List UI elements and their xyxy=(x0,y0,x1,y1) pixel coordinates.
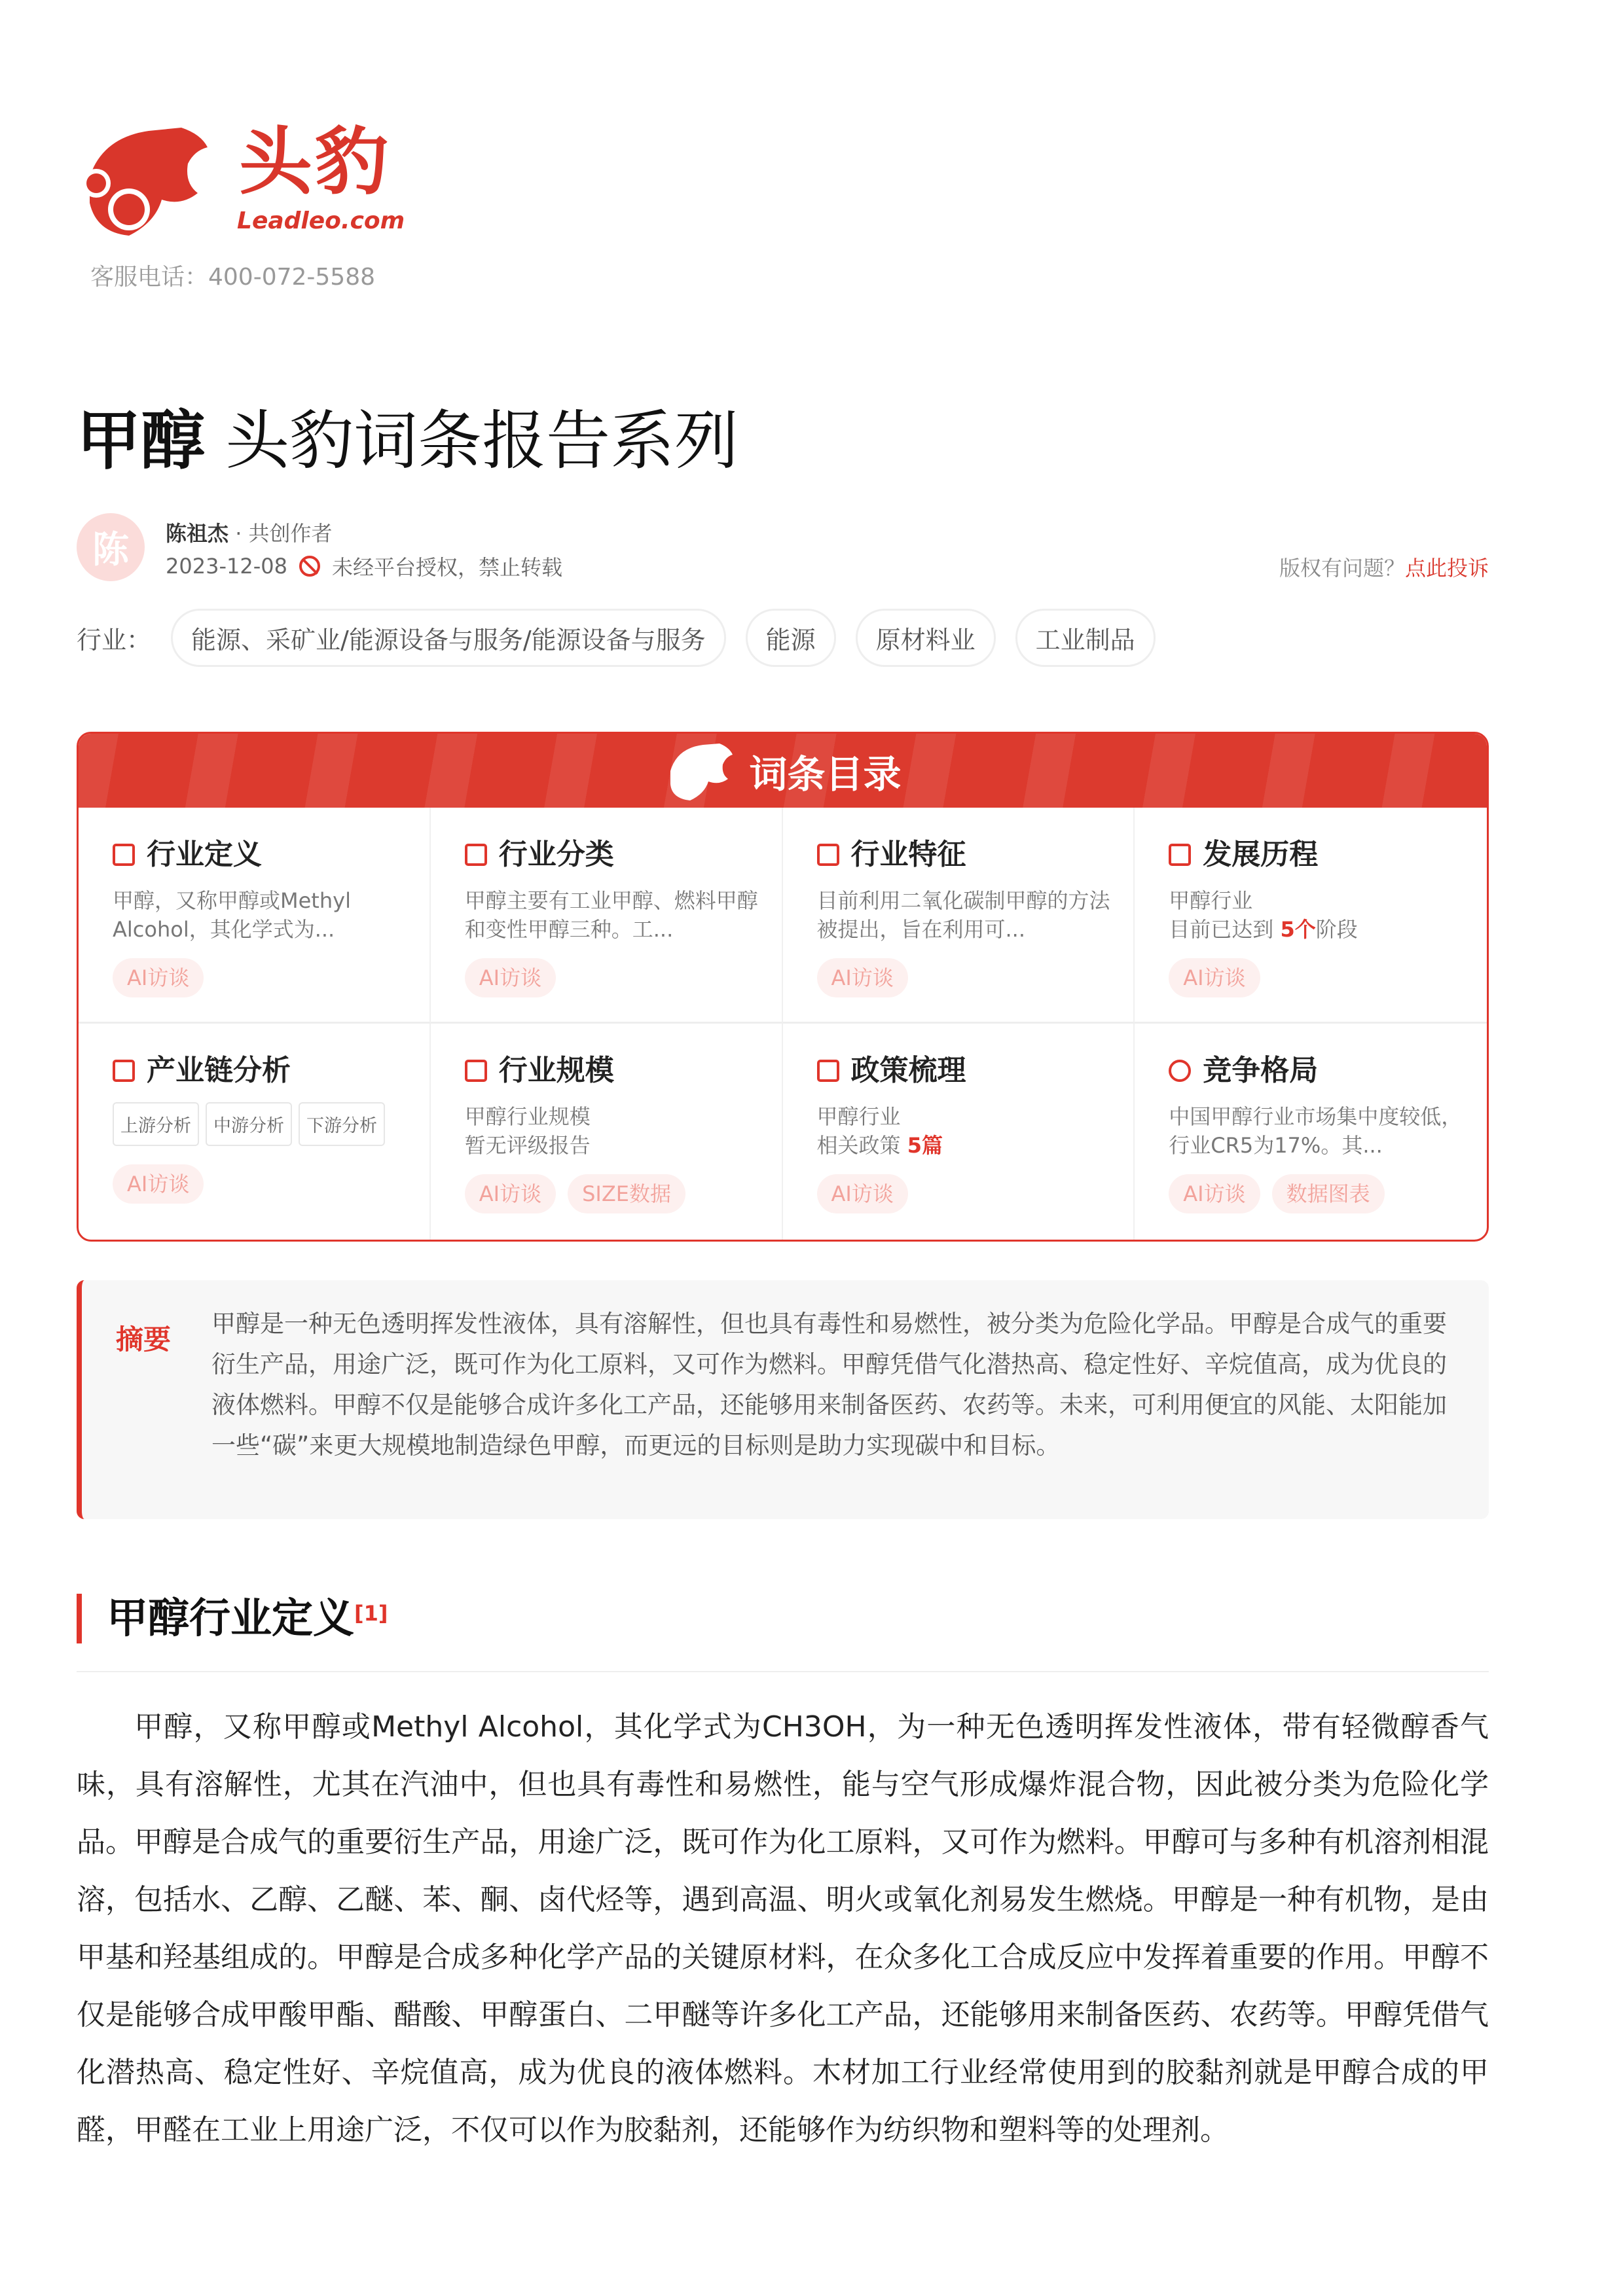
desc-line: 暂无评级报告 xyxy=(464,1133,591,1158)
title-series: 头豹词条报告系列 xyxy=(225,404,739,478)
document-icon xyxy=(817,1060,839,1082)
author-name[interactable]: 陈祖杰 xyxy=(166,521,229,546)
divider xyxy=(77,1671,1489,1672)
leopard-icon xyxy=(664,738,736,804)
avatar: 陈 xyxy=(77,513,145,581)
item-desc xyxy=(465,1102,759,1160)
item-desc: 甲醇主要有工业甲醇、燃料甲醇和变性甲醇三种。工... xyxy=(464,888,758,942)
complaint-link[interactable]: 点此投诉 xyxy=(1404,556,1489,581)
publish-date: 2023-12-08 xyxy=(166,554,287,579)
industry-tag[interactable]: 能源 xyxy=(746,609,836,667)
summary-text: 甲醇是一种无色透明挥发性液体，具有溶解性，但也具有毒性和易燃性，被分类为危险化学品。甲醇是合成气的重要衍生产品，用途广泛，既可作为化工原料，又可作为燃料。甲醇凭借气化潜热高、稳定性好、辛烷值高，成为优良的液体燃料。甲醇不仅是能够合成许多化工产品，还能够用来制备医药、农药等。未来，可利用便宜的风能、太阳能加一些“碳”来更大规模地制造绿色甲醇，而更远的目标则是助力实现碳中和目标。 xyxy=(211,1310,1447,1460)
catalog-item-policy[interactable] xyxy=(783,1024,1135,1240)
downstream-button[interactable]: 下游分析 xyxy=(299,1102,385,1146)
data-chart-button[interactable]: 数据图表 xyxy=(1272,1174,1385,1213)
desc-line: 甲醇行业 xyxy=(816,1104,901,1129)
forbidden-icon xyxy=(299,556,320,577)
summary-label: 摘要 xyxy=(116,1323,172,1355)
catalog-item-competition[interactable] xyxy=(1135,1024,1487,1240)
industry-tag[interactable]: 工业制品 xyxy=(1015,609,1156,667)
section-body: 甲醇，又称甲醇或Methyl Alcohol，其化学式为CH3OH，为一种无色透明挥发性液体，带有轻微醇香气味，具有溶解性，尤其在汽油中，但也具有毒性和易燃性，能与空气形成爆炸混合物，因此被分类为危险化学品。甲醇是合成气的重要衍生产品，用途广泛，既可作为化工原料，又可作为燃料。甲醇可与多种有机溶剂相混溶，包括水、乙醇、乙醚、苯、酮、卤代烃等，遇到高温、明火或氧化剂易发生燃烧。甲醇是一种有机物，是由甲基和羟基组成的。甲醇是合成多种化学产品的关键原材料，在众多化工合成反应中发挥着重要的作用。甲醇不仅是能够合成甲酸甲酯、醋酸、甲醇蛋白、二甲醚等许多化工产品，还能够用来制备医药、农药等。甲醇凭借气化潜热高、稳定性好、辛烷值高，成为优良的液体燃料。木材加工行业经常使用到的胶黏剂就是甲醇合成的甲醛，甲醛在工业上用途广泛，不仅可以作为胶黏剂，还能够作为纺织物和塑料等的处理剂。 xyxy=(77,1710,1489,2147)
industry-label: 行业： xyxy=(77,626,152,655)
desc-line: 甲醇行业 xyxy=(1169,888,1253,913)
midstream-button[interactable]: 中游分析 xyxy=(206,1102,292,1146)
reference-link[interactable]: [1] xyxy=(354,1601,388,1626)
desc-line: 阶段 xyxy=(1315,917,1358,942)
catalog-item-chain[interactable] xyxy=(79,1024,431,1240)
bar-chart-icon xyxy=(465,1060,487,1082)
desc-line: 目前已达到 xyxy=(1169,917,1281,942)
industry-tag[interactable]: 能源、采矿业/能源设备与服务/能源设备与服务 xyxy=(171,609,726,667)
repost-notice: 未经平台授权，禁止转载 xyxy=(331,555,562,580)
item-desc: 甲醇，又称甲醇或Methyl Alcohol，其化学式为... xyxy=(113,888,351,942)
catalog-item-scale[interactable] xyxy=(431,1024,783,1240)
feature-icon xyxy=(817,844,839,866)
ai-interview-button[interactable]: AI访谈 xyxy=(465,958,556,997)
timeline-icon xyxy=(1169,844,1191,866)
section-title: 甲醇行业定义 xyxy=(107,1594,354,1642)
catalog-panel xyxy=(77,732,1489,1242)
scan-search-icon xyxy=(113,844,135,866)
item-title: 竞争格局 xyxy=(1203,1054,1319,1087)
item-desc xyxy=(817,1102,1112,1160)
desc-line: 甲醇行业规模 xyxy=(464,1104,591,1129)
policy-count: 5篇 xyxy=(907,1133,943,1158)
meta-row xyxy=(166,551,562,581)
author-role: · 共创作者 xyxy=(235,521,333,546)
title-keyword: 甲醇 xyxy=(77,404,206,478)
chain-icon xyxy=(113,1060,135,1082)
ai-interview-button[interactable]: AI访谈 xyxy=(465,1174,556,1213)
item-title: 政策梳理 xyxy=(850,1054,966,1087)
item-title: 行业分类 xyxy=(498,838,614,871)
catalog-item-definition[interactable] xyxy=(79,808,431,1024)
industry-tag[interactable]: 原材料业 xyxy=(856,609,996,667)
author-line xyxy=(166,517,333,547)
item-title: 行业规模 xyxy=(498,1054,614,1087)
service-phone: 客服电话：400-072-5588 xyxy=(90,264,376,291)
catalog-item-classification[interactable] xyxy=(431,808,783,1024)
item-title: 产业链分析 xyxy=(147,1054,291,1087)
ai-interview-button[interactable]: AI访谈 xyxy=(817,958,908,997)
pie-chart-icon xyxy=(1169,1060,1191,1082)
upstream-button[interactable]: 上游分析 xyxy=(113,1102,199,1146)
catalog-item-history[interactable] xyxy=(1135,808,1487,1024)
item-title: 行业特征 xyxy=(850,838,966,871)
brand-name-en: Leadleo.com xyxy=(237,207,405,234)
copyright-question: 版权有问题？ xyxy=(1279,556,1405,581)
catalog-title: 词条目录 xyxy=(749,751,902,797)
industry-tags xyxy=(77,609,1156,667)
desc-line: 相关政策 xyxy=(816,1133,907,1158)
hierarchy-icon xyxy=(465,844,487,866)
brand-name-cn: 头豹 xyxy=(239,120,391,205)
item-title: 行业定义 xyxy=(147,838,262,871)
section-heading xyxy=(77,1594,388,1643)
copyright-row xyxy=(1279,552,1489,582)
item-title: 发展历程 xyxy=(1203,838,1319,871)
summary-box xyxy=(77,1280,1489,1519)
ai-interview-button[interactable]: AI访谈 xyxy=(817,1174,908,1213)
catalog-header xyxy=(79,734,1487,808)
ai-interview-button[interactable]: AI访谈 xyxy=(113,958,204,997)
size-data-button[interactable]: SIZE数据 xyxy=(568,1174,685,1213)
stage-count: 5个 xyxy=(1280,917,1316,942)
ai-interview-button[interactable]: AI访谈 xyxy=(113,1164,204,1204)
catalog-item-features[interactable] xyxy=(783,808,1135,1024)
item-desc: 目前利用二氧化碳制甲醇的方法被提出，旨在利用可... xyxy=(816,888,1110,942)
page-title xyxy=(77,389,739,482)
ai-interview-button[interactable]: AI访谈 xyxy=(1169,958,1260,997)
item-desc xyxy=(1169,886,1465,944)
item-desc: 中国甲醇行业市场集中度较低，行业CR5为17%。其... xyxy=(1169,1104,1463,1158)
ai-interview-button[interactable]: AI访谈 xyxy=(1169,1174,1260,1213)
